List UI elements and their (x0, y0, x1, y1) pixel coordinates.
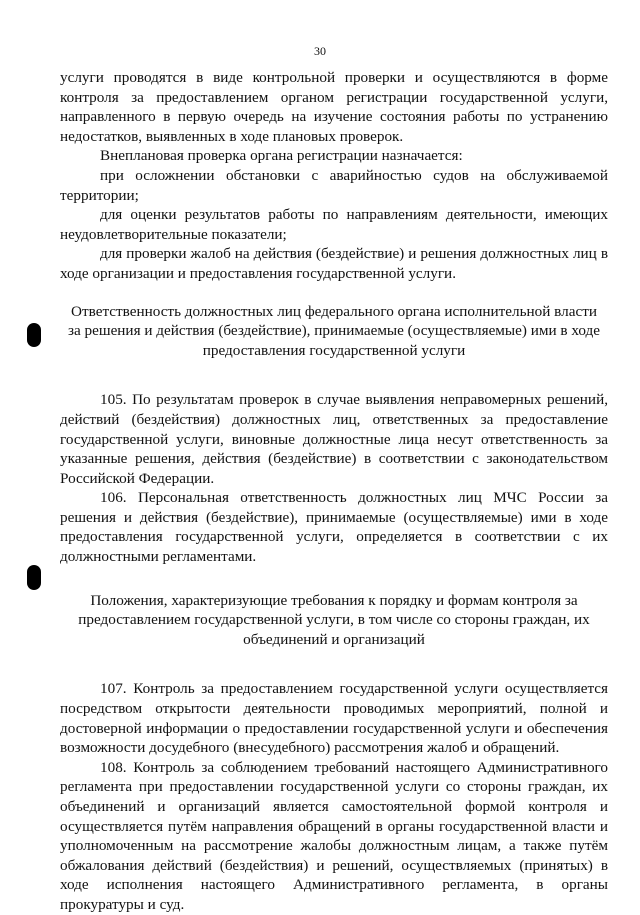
paragraph-list-item-accidents: при осложнении обстановки с аварийностью судов на обслуживаемой территории; (60, 166, 608, 204)
binder-hole-mark (27, 565, 41, 590)
paragraph-107: 107. Контроль за предоставлением государственной услуги осуществляется посредством открытости деятельности проводимых мероприятий, полной и достоверной информации о предоставлении государственной услуги и обеспечения возможности досудебного (внесудебного) рассмотрения жалоб и обращений. (60, 680, 608, 757)
binder-hole-mark (27, 323, 41, 347)
section-heading-control-requirements: Положения, характеризующие требования к порядку и формам контроля за предоставлением государственной услуги, в том числе со стороны граждан, их объединений и организаций (78, 591, 590, 648)
paragraph-108: 108. Контроль за соблюдением требований настоящего Административного регламента при предоставлении государственной услуги со стороны граждан, их объединений и организаций является самостоятельной формой контроля и осуществляется путём направления обращений в органы государственной власти и уполномоченным на рассмотрение жалобы должностным лицам, а также путём обжалования действий (бездействия) и решений, осуществляемых (принятых) в ходе исполнения настоящего Административного регламента, в органы прокуратуры и суд. (60, 758, 608, 913)
page-number: 30 (314, 44, 326, 58)
paragraph-continuation: услуги проводятся в виде контрольной проверки и осуществляются в форме контроля за предоставлением органом регистрации государственной услуги, направленного в первую очередь на изучение состояния работы по устранению недостатков, выявленных в ходе плановых проверок. (60, 69, 608, 145)
paragraph-unscheduled-inspection: Внеплановая проверка органа регистрации назначается: (100, 147, 463, 165)
document-body (60, 68, 608, 915)
paragraph-list-item-complaints: для проверки жалоб на действия (бездействие) и решения должностных лиц в ходе организации и предоставления государственной услуги. (60, 245, 608, 282)
section-heading-responsibility: Ответственность должностных лиц федерального органа исполнительной власти за решения и действия (бездействие), принимаемые (осуществляемые) ими в ходе предоставления государственной услуги (68, 302, 600, 359)
paragraph-106: 106. Персональная ответственность должностных лиц МЧС России за решения и действия (бездействие), принимаемые (осуществляемые) ими в ходе предоставления государственной услуги, определяется в соответствии с их должностными регламентами. (60, 489, 608, 566)
paragraph-list-item-evaluation: для оценки результатов работы по направлениям деятельности, имеющих неудовлетворительные показатели; (60, 206, 608, 243)
paragraph-105: 105. По результатам проверок в случае выявления неправомерных решений, действий (бездействия) должностных лиц, ответственных за предоставление государственной услуги, виновные должностные лица несут ответственность за указанные решения, действия (бездействие) в соответствии с законодательством Российской Федерации. (60, 391, 608, 487)
